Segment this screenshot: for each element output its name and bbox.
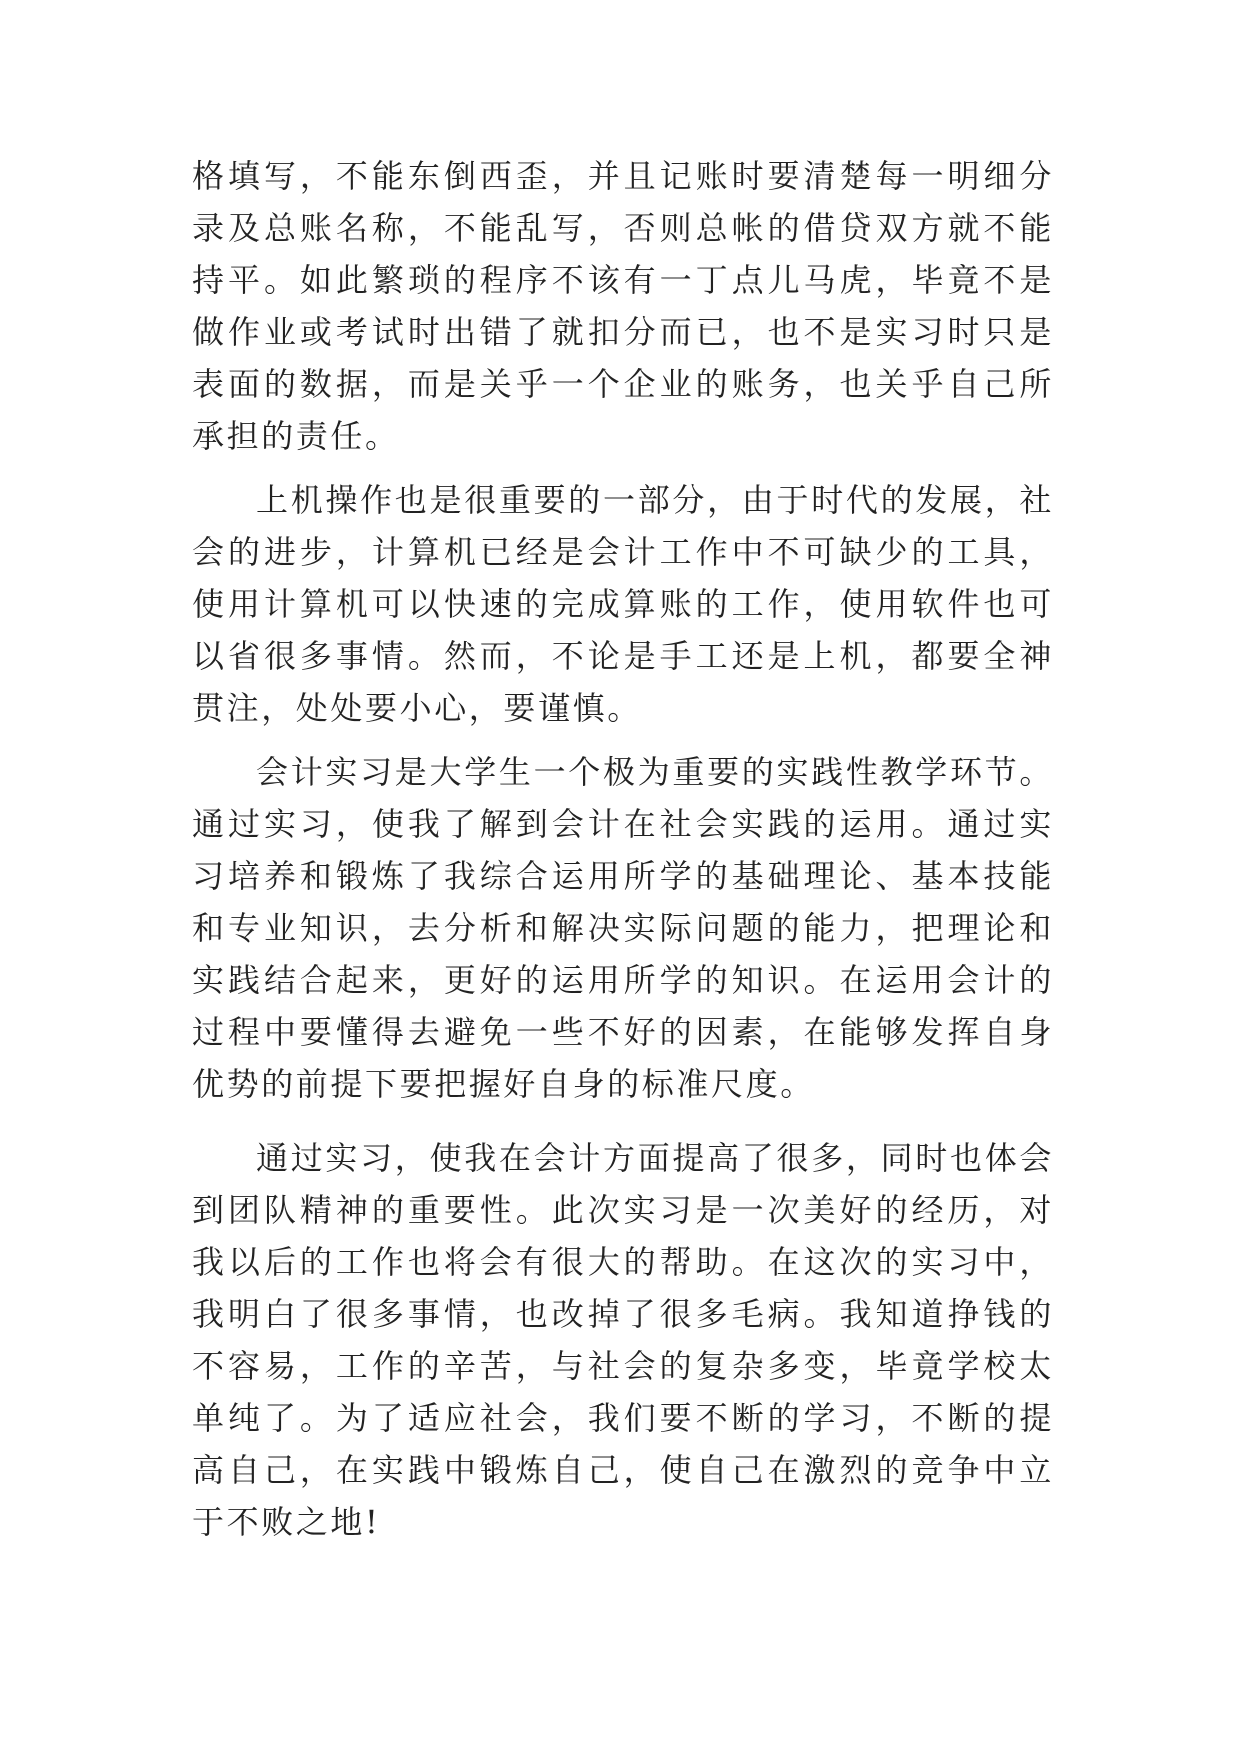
paragraph-3: 会计实习是大学生一个极为重要的实践性教学环节。通过实习，使我了解到会计在社会实践的运用。通过实习培养和锻炼了我综合运用所学的基础理论、基本技能和专业知识，去分析和解决实际问题的能力，把理论和实践结合起来，更好的运用所学的知识。在运用会计的过程中要懂得去避免一些不好的因素，在能够发挥自身优势的前提下要把握好自身的标准尺度。 <box>192 753 1054 1103</box>
document-body <box>192 150 1054 1548</box>
paragraph-4: 通过实习，使我在会计方面提高了很多，同时也体会到团队精神的重要性。此次实习是一次美好的经历，对我以后的工作也将会有很大的帮助。在这次的实习中，我明白了很多事情，也改掉了很多毛病。我知道挣钱的不容易，工作的辛苦，与社会的复杂多变，毕竟学校太单纯了。为了适应社会，我们要不断的学习，不断的提高自己，在实践中锻炼自己，使自己在激烈的竞争中立于不败之地! <box>192 1139 1054 1541</box>
paragraph-2: 上机操作也是很重要的一部分，由于时代的发展，社会的进步，计算机已经是会计工作中不可缺少的工具，使用计算机可以快速的完成算账的工作，使用软件也可以省很多事情。然而，不论是手工还是上机，都要全神贯注，处处要小心，要谨慎。 <box>192 481 1054 727</box>
paragraph-1: 格填写，不能东倒西歪，并且记账时要清楚每一明细分录及总账名称，不能乱写，否则总帐的借贷双方就不能持平。如此繁琐的程序不该有一丁点儿马虎，毕竟不是做作业或考试时出错了就扣分而已，也不是实习时只是表面的数据，而是关乎一个企业的账务，也关乎自己所承担的责任。 <box>192 157 1054 455</box>
